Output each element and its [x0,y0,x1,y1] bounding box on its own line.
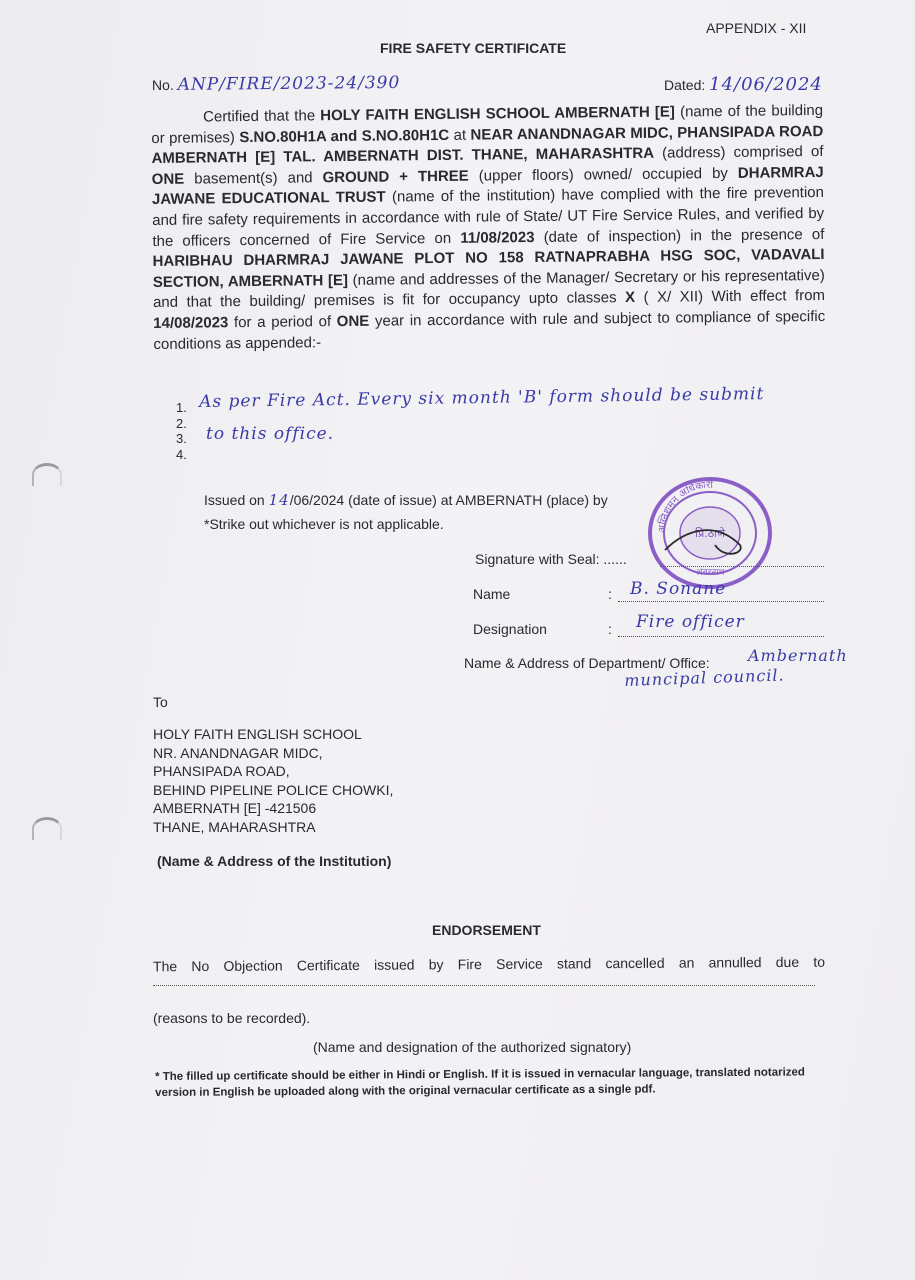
appendix-label: APPENDIX - XII [706,20,807,36]
authorized-signatory-label: (Name and designation of the authorized signatory) [313,1039,632,1055]
basement-count: ONE [151,170,185,188]
recipient-line-6: THANE, MAHARASHTRA [153,818,316,835]
survey-numbers: S.NO.80H1A and S.NO.80H1C [239,126,450,146]
cert-text-2: (name of the building or premises) [151,101,824,147]
representative: HARIBHAU DHARMRAJ JAWANE PLOT NO 158 RATNAPRABHA HSG SOC, VADAVALI SECTION, AMBERNATH [E] [152,246,825,291]
conditions-numbers [176,400,187,462]
department-value-line-1: Ambernath [748,646,848,665]
issue-line [204,491,608,509]
seal-center-text: प्रि.ठाणे [695,527,725,540]
owner-name: DHARMRAJ JAWANE EDUCATIONAL TRUST [151,163,824,209]
issued-on-label: Issued on [204,492,269,508]
no-value: ANP/FIRE/2023-24/390 [177,72,401,95]
dated-value: 14/06/2024 [709,74,823,95]
recipient-address [153,725,393,836]
issued-rest: /06/2024 (date of issue) at AMBERNATH (place) by [289,492,608,508]
designation-label: Designation [473,621,547,637]
inspection-date: 11/08/2023 [460,228,535,247]
department-label: Name & Address of Department/ Office: [464,655,710,671]
no-label: No. [151,76,174,94]
certification-paragraph [151,101,826,355]
school-name: HOLY FAITH ENGLISH SCHOOL AMBERNATH [E] [320,103,675,125]
cert-text-10: ( X/ XII) With effect from [634,287,826,307]
condition-number-2: 2. [176,415,187,431]
strike-note: *Strike out whichever is not applicable. [204,516,444,532]
signature-dots [660,566,824,567]
cert-text-12: year in accordance with rule and subject to compliance of specific conditions as appended:- [153,307,826,353]
designation-colon: : [608,621,612,637]
endorsement-title: ENDORSEMENT [432,922,541,938]
occupancy-class: X [624,289,636,307]
recipient-line-1: HOLY FAITH ENGLISH SCHOOL [153,726,362,742]
recipient-line-2: NR. ANANDNAGAR MIDC, [153,744,323,761]
cert-text-9: (name and addresses of the Manager/ Secretary or his representative) and that the building/ premises is fit for occupancy upto classes [152,266,825,312]
certificate-title: FIRE SAFETY CERTIFICATE [380,40,567,56]
floor-count: GROUND + THREE [322,167,469,186]
cert-text-5: basement(s) and [184,168,323,188]
condition-handwritten-line-1: As per Fire Act. Every six month 'B' form should be submit [199,384,765,412]
to-label: To [153,694,168,710]
seal-bottom-text: अंबरनाथ [695,568,725,578]
name-colon: : [608,586,612,602]
premises-address: NEAR ANANDNAGAR MIDC, PHANSIPADA ROAD AMBERNATH [E] TAL. AMBERNATH DIST. THANE, MAHARASHTRA [151,122,824,168]
condition-number-4: 4. [176,446,187,462]
name-value: B. Sonane [630,579,727,599]
footnote: * The filled up certificate should be either in Hindi or English. If it is issued in vernacular language, translated notarized version in English be uploaded along with the original vernacular certificate as a single pdf. [155,1066,805,1099]
punch-hole-top [32,463,62,486]
validity-period: ONE [336,312,370,331]
reasons-label: (reasons to be recorded). [153,1010,311,1026]
punch-hole-bottom [32,817,62,840]
name-label: Name [473,586,511,602]
designation-value: Fire officer [636,612,745,632]
cert-text-4: (address) comprised of [653,143,824,162]
dated-label: Dated: [664,77,706,93]
cert-text-1: Certified that the [203,107,321,126]
recipient-caption: (Name & Address of the Institution) [157,853,392,869]
official-seal [645,475,775,590]
condition-number-1: 1. [176,400,187,415]
recipient-line-3: PHANSIPADA ROAD, [153,763,290,779]
recipient-line-4: BEHIND PIPELINE POLICE CHOWKI, [153,781,394,798]
cert-text-3: at [449,126,471,144]
name-dots [618,601,824,602]
condition-handwritten-line-2: to this office. [206,424,335,444]
signature-label: Signature with Seal: ...... [475,551,627,567]
certificate-date [664,74,823,95]
cert-text-11: for a period of [228,313,337,332]
condition-number-3: 3. [176,431,187,446]
endorsement-text: The No Objection Certificate issued by Fire Service stand cancelled an annulled due to [152,953,826,975]
designation-dots [618,636,824,637]
cert-text-7: (name of the institution) have complied with the fire prevention and fire safety requirements in accordance with rule of State/ UT Fire Service Rules, and verified by the officers concerned of Fire Service on [152,184,825,250]
endorsement-dots [153,985,815,986]
effect-date: 14/08/2023 [153,314,229,332]
recipient-line-5: AMBERNATH [E] -421506 [153,800,317,816]
issued-day: 14 [268,491,290,509]
cert-text-8: (date of inspection) in the presence of [534,225,825,246]
certificate-number [152,73,400,95]
department-value-line-2: muncipal council. [624,665,785,690]
seal-ring-text: अग्निशमन अधिकारी [656,479,713,534]
cert-text-6: (upper floors) owned/ occupied by [468,164,738,185]
